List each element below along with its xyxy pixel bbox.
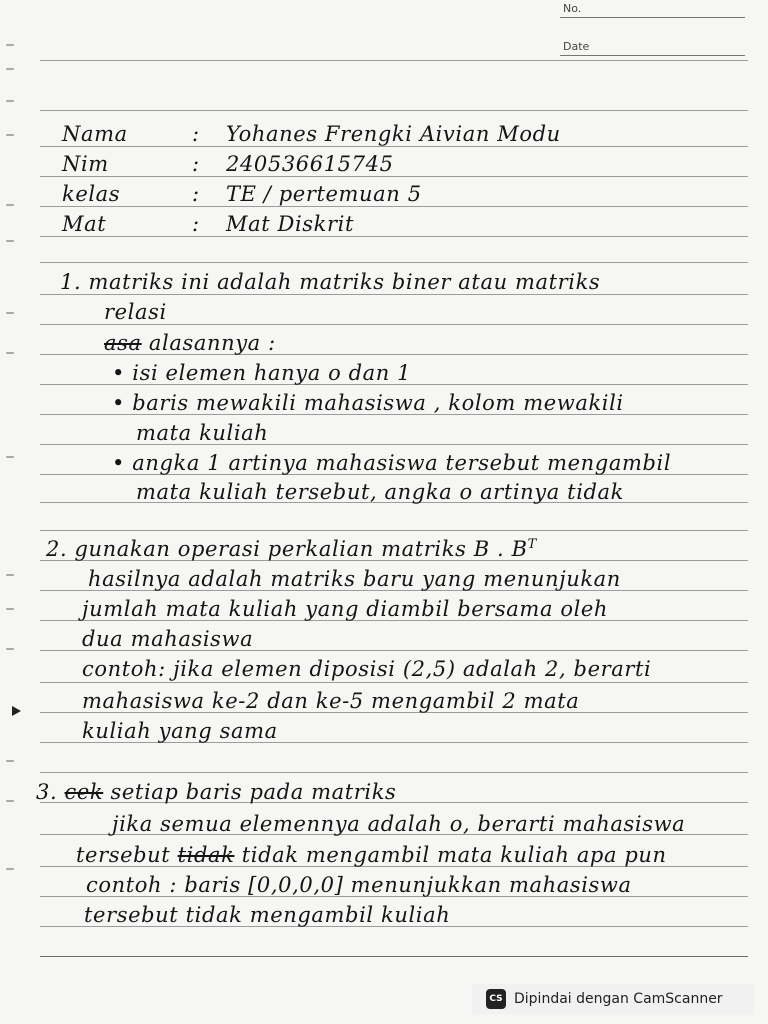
page-marker-icon [12, 706, 21, 716]
crossed-out-text: tidak [177, 843, 235, 867]
answer-1-line-6: mata kuliah [136, 421, 269, 445]
ruled-line [40, 206, 748, 207]
crossed-out-text: asa [104, 331, 142, 355]
camscanner-watermark [472, 984, 754, 1014]
answer-3-line-3: tersebut tidak tidak mengambil mata kuliah apa pun [76, 843, 667, 867]
answer-2-line-2: hasilnya adalah matriks baru yang menunjukan [88, 567, 621, 591]
answer-2-line-7: kuliah yang sama [82, 719, 278, 743]
kelas-value: TE / pertemuan 5 [226, 182, 422, 206]
camscanner-logo-icon: CS [486, 989, 506, 1009]
kelas-sep: : [192, 182, 200, 206]
ruled-line [40, 60, 748, 61]
answer-3-line-1: 3. cek setiap baris pada matriks [36, 780, 397, 804]
answer-2-line-1: 2. gunakan operasi perkalian matriks B . $B^T$ [46, 537, 537, 561]
date-line [560, 55, 745, 56]
ruled-line [40, 294, 748, 295]
nama-key: Nama [62, 122, 128, 146]
ruled-line [40, 956, 748, 957]
ruled-line [40, 262, 748, 263]
answer-1-line-2: relasi [104, 300, 167, 324]
nim-value: 240536615745 [226, 152, 394, 176]
ruled-line [40, 110, 748, 111]
nim-sep: : [192, 152, 200, 176]
answer-3-line-2: jika semua elemennya adalah o, berarti mahasiswa [112, 812, 686, 836]
answer-2-line-4: dua mahasiswa [82, 627, 254, 651]
transpose-superscript: T [527, 537, 537, 552]
ruled-line [40, 324, 748, 325]
date-label: Date [563, 40, 590, 53]
ruled-line [40, 146, 748, 147]
ruled-line [40, 530, 748, 531]
answer-1-line-4: • isi elemen hanya o dan 1 [112, 361, 412, 385]
answer-1-line-5: • baris mewakili mahasiswa , kolom mewakili [112, 391, 624, 415]
kelas-key: kelas [62, 182, 121, 206]
answer-2-line-5: contoh: jika elemen diposisi (2,5) adalah 2, berarti [82, 657, 652, 681]
answer-1-line-7: • angka 1 artinya mahasiswa tersebut mengambil [112, 451, 672, 475]
answer-1-line-8: mata kuliah tersebut, angka o artinya tidak [136, 480, 625, 504]
answer-3-line-5: tersebut tidak mengambil kuliah [84, 903, 451, 927]
ruled-line [40, 236, 748, 237]
answer-1-line-3: asa alasannya : [104, 331, 276, 355]
nama-value: Yohanes Frengki Aivian Modu [226, 122, 561, 146]
answer-3-line-4: contoh : baris [0,0,0,0] menunjukkan mahasiswa [86, 873, 632, 897]
mat-key: Mat [62, 212, 107, 236]
nim-key: Nim [62, 152, 109, 176]
no-label: No. [563, 2, 582, 15]
answer-1-line-1: 1. matriks ini adalah matriks biner atau matriks [60, 270, 601, 294]
ruled-line [40, 682, 748, 683]
answer-2-line-6: mahasiswa ke-2 dan ke-5 mengambil 2 mata [82, 689, 580, 713]
ruled-line [40, 772, 748, 773]
ruled-line [40, 176, 748, 177]
no-line [560, 17, 745, 18]
mat-sep: : [192, 212, 200, 236]
camscanner-text: Dipindai dengan CamScanner [514, 991, 723, 1007]
crossed-out-text: cek [64, 780, 104, 804]
nama-sep: : [192, 122, 200, 146]
mat-value: Mat Diskrit [226, 212, 354, 236]
answer-2-line-3: jumlah mata kuliah yang diambil bersama oleh [82, 597, 609, 621]
